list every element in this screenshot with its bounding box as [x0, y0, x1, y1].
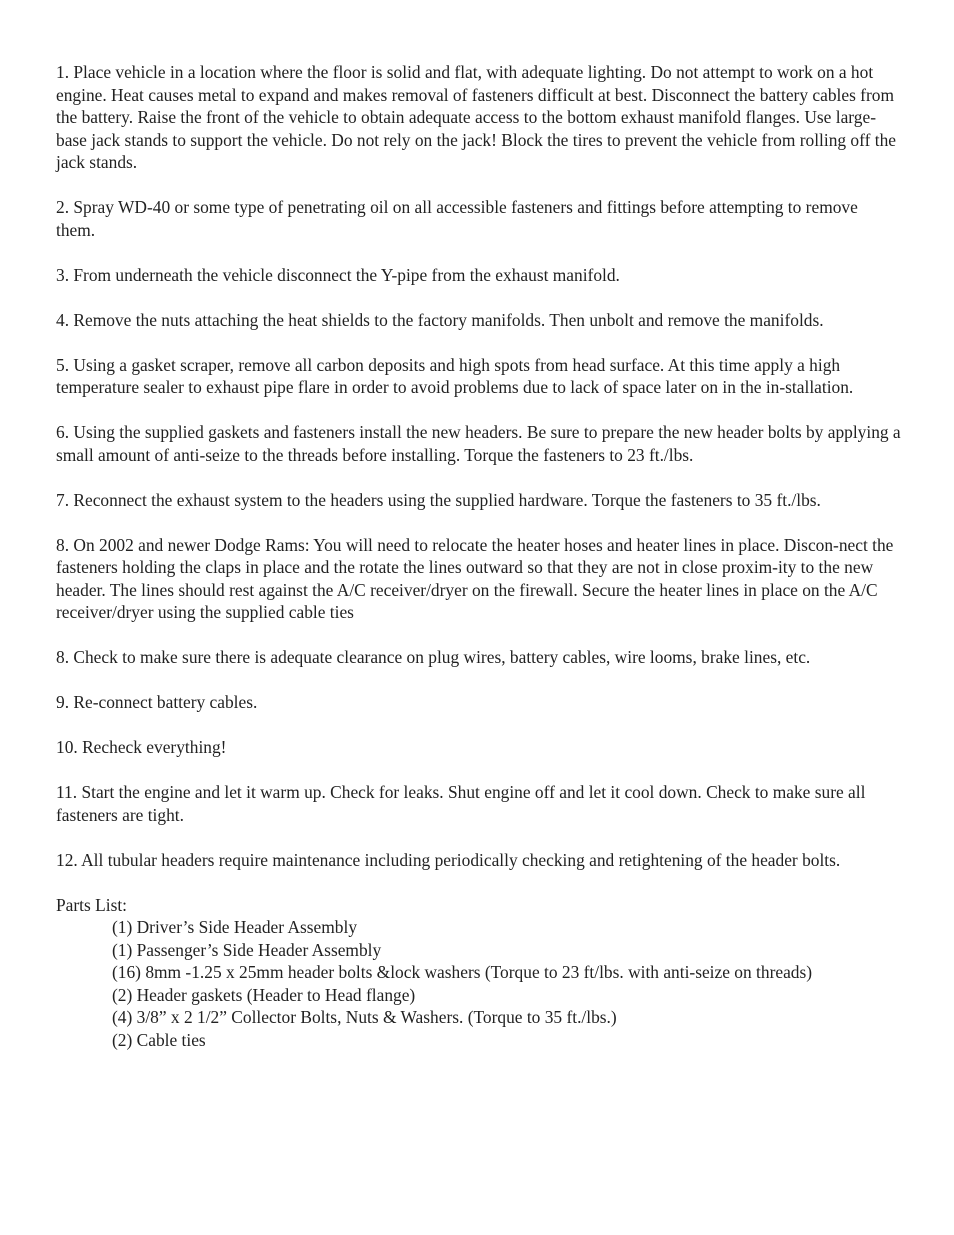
step-1: 1. Place vehicle in a location where the floor is solid and flat, with adequate lighting. Do not attempt to work on a hot engine. Heat causes metal to expand and makes removal of fasteners difficult at best. Disconnect the battery cables from the battery. Raise the front of the vehicle to obtain adequate access to the bottom exhaust manifold flanges. Use large-base jack stands to support the vehicle. Do not rely on the jack! Block the tires to prevent the vehicle from rolling off the jack stands. [56, 62, 896, 172]
step-10: 10. Recheck everything! [56, 737, 227, 757]
parts-list-item: (1) Passenger’s Side Header Assembly [112, 939, 382, 960]
step-4: 4. Remove the nuts attaching the heat shields to the factory manifolds. Then unbolt and remove the manifolds. [56, 309, 824, 330]
parts-list-item: (16) 8mm -1.25 x 25mm header bolts &lock washers (Torque to 23 ft/lbs. with anti-seize on threads) [112, 962, 813, 982]
step-9: 9. Re-connect battery cables. [56, 692, 258, 712]
step-2: 2. Spray WD-40 or some type of penetrating oil on all accessible fasteners and fittings before attempting to remove them. [56, 197, 858, 240]
step-8-relocate-heater-lines: 8. On 2002 and newer Dodge Rams: You will need to relocate the heater hoses and heater lines in place. Discon-nect the fasteners holding the claps in place and the rotate the lines outward so that they are not in close proxim-ity to the new header. The lines should rest against the A/C receiver/dryer on the firewall. Secure the heater lines in place on the A/C receiver/dryer using the supplied cable ties [56, 534, 894, 622]
parts-list-item: (1) Driver’s Side Header Assembly [112, 917, 358, 937]
step-3: 3. From underneath the vehicle disconnect the Y-pipe from the exhaust manifold. [56, 264, 620, 285]
step-6: 6. Using the supplied gaskets and fasteners install the new headers. Be sure to prepare the new header bolts by applying a small amount of anti-seize to the threads before installing. Torque the fasteners to 23 ft./lbs. [56, 422, 901, 465]
parts-list-item: (2) Cable ties [112, 1029, 206, 1050]
step-12: 12. All tubular headers require maintenance including periodically checking and retightening of the header bolts. [56, 849, 841, 870]
parts-list [56, 916, 901, 1051]
step-7: 7. Reconnect the exhaust system to the headers using the supplied hardware. Torque the fasteners to 35 ft./lbs. [56, 489, 821, 510]
step-8-check-clearance: 8. Check to make sure there is adequate clearance on plug wires, battery cables, wire looms, brake lines, etc. [56, 647, 811, 667]
parts-list-title: Parts List: [56, 894, 128, 915]
step-11: 11. Start the engine and let it warm up. Check for leaks. Shut engine off and let it cool down. Check to make sure all fasteners are tight. [56, 782, 866, 825]
instructions-document [56, 61, 901, 1051]
step-5: 5. Using a gasket scraper, remove all carbon deposits and high spots from head surface. At this time apply a high temperature sealer to exhaust pipe flare in order to avoid problems due to lack of space later on in the in-stallation. [56, 354, 854, 397]
parts-list-item: (4) 3/8” x 2 1/2” Collector Bolts, Nuts & Washers. (Torque to 35 ft./lbs.) [112, 1007, 617, 1027]
parts-list-item: (2) Header gaskets (Header to Head flange) [112, 984, 416, 1005]
